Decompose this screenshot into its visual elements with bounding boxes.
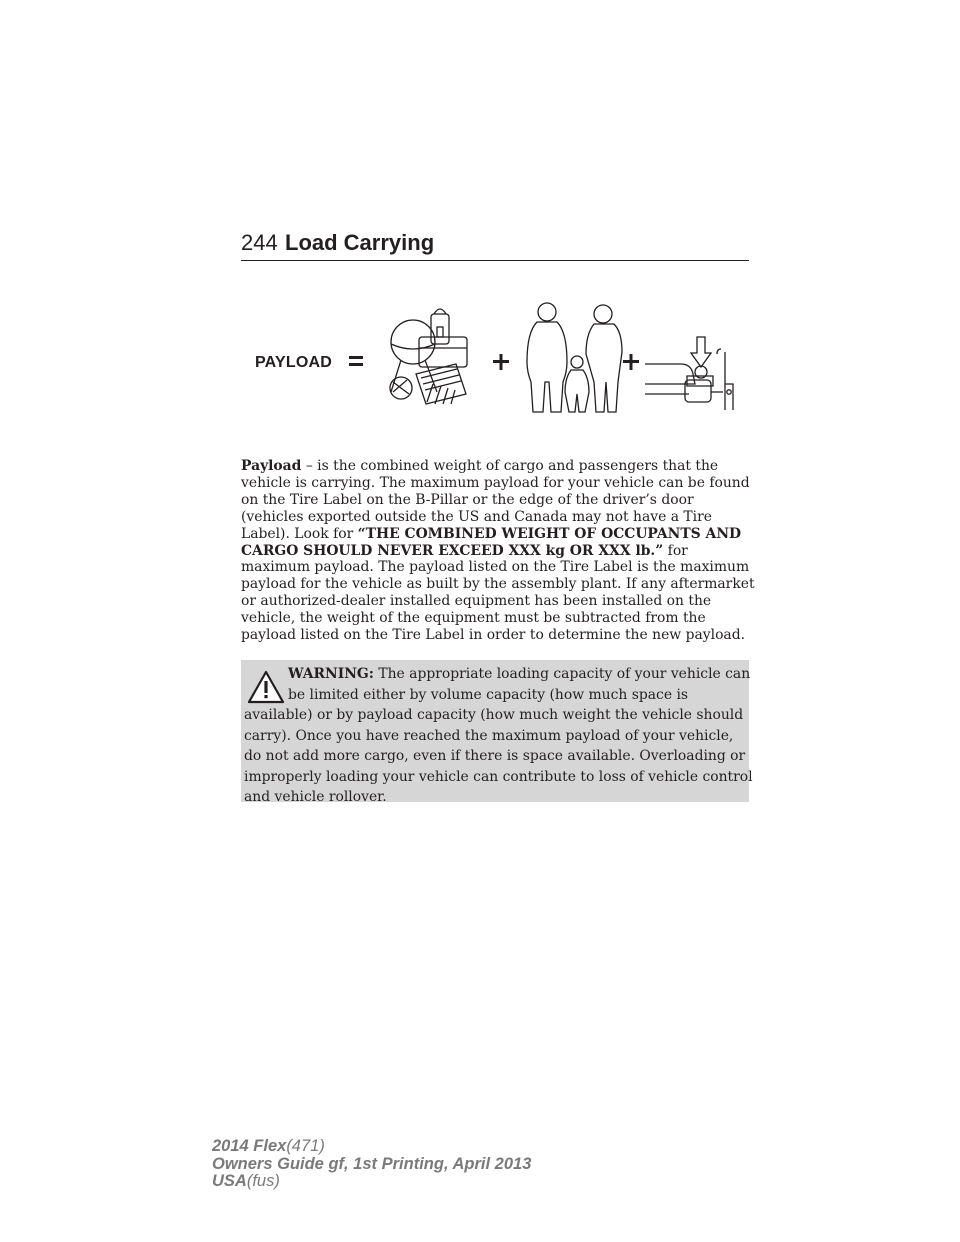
passengers-icon bbox=[527, 303, 622, 412]
warning-text bbox=[244, 664, 753, 808]
footer-guide: Owners Guide gf, 1st Printing, April 2013 bbox=[212, 1154, 532, 1173]
footer-market-code: (fus) bbox=[246, 1172, 280, 1190]
warning-line: improperly loading your vehicle can contribute to loss of vehicle control bbox=[244, 768, 753, 785]
body-line: on the Tire Label on the B-Pillar or the edge of the driver’s door bbox=[241, 491, 694, 508]
payload-illustration bbox=[241, 292, 749, 422]
footer-model-code: (471) bbox=[286, 1137, 325, 1155]
body-line: vehicle, the weight of the equipment must be subtracted from the bbox=[241, 610, 706, 627]
tire-label-text: “THE COMBINED WEIGHT OF OCCUPANTS AND bbox=[357, 525, 742, 542]
warning-label: WARNING: bbox=[288, 666, 374, 682]
body-line: (vehicles exported outside the US and Canada may not have a Tire bbox=[241, 508, 712, 525]
body-line: for bbox=[663, 542, 688, 559]
page-header bbox=[241, 230, 749, 261]
footer-model: 2014 Flex bbox=[212, 1137, 287, 1155]
plus-icon bbox=[623, 354, 639, 370]
page-footer bbox=[212, 1138, 531, 1191]
body-line: Label). Look for bbox=[241, 525, 358, 542]
body-line: vehicle is carrying. The maximum payload for your vehicle can be found bbox=[241, 474, 750, 491]
footer-market: USA bbox=[212, 1172, 247, 1190]
payload-diagram bbox=[241, 292, 749, 422]
body-line: – is the combined weight of cargo and passengers that the bbox=[301, 458, 719, 474]
warning-line: available) or by payload capacity (how much weight the vehicle should bbox=[244, 707, 744, 723]
warning-line: be limited either by volume capacity (how much space is bbox=[288, 686, 689, 703]
warning-box bbox=[241, 660, 753, 805]
body-line: or authorized-dealer installed equipment has been installed on the bbox=[241, 593, 712, 610]
equals-icon bbox=[349, 356, 363, 366]
warning-line: The appropriate loading capacity of your vehicle can bbox=[373, 666, 751, 682]
payload-term: Payload bbox=[241, 458, 302, 474]
cargo-icon bbox=[390, 309, 467, 404]
warning-line: do not add more cargo, even if there is space available. Overloading or bbox=[244, 748, 746, 764]
warning-line: and vehicle rollover. bbox=[244, 789, 387, 805]
tire-label-text: CARGO SHOULD NEVER EXCEED XXX kg OR XXX lb.” bbox=[241, 542, 664, 559]
page-number: 244 bbox=[241, 230, 278, 255]
section-title: Load Carrying bbox=[285, 230, 435, 255]
body-line: payload listed on the Tire Label in order to determine the new payload. bbox=[241, 627, 746, 644]
body-line: payload for the vehicle as built by the assembly plant. If any aftermarket bbox=[241, 576, 755, 593]
body-line: maximum payload. The payload listed on the Tire Label is the maximum bbox=[241, 559, 750, 576]
payload-paragraph bbox=[241, 458, 755, 644]
payload-label: PAYLOAD bbox=[255, 354, 332, 371]
warning-line: carry). Once you have reached the maximum payload of your vehicle, bbox=[244, 727, 734, 744]
tongue-load-icon bbox=[645, 337, 733, 410]
plus-icon bbox=[493, 354, 509, 370]
